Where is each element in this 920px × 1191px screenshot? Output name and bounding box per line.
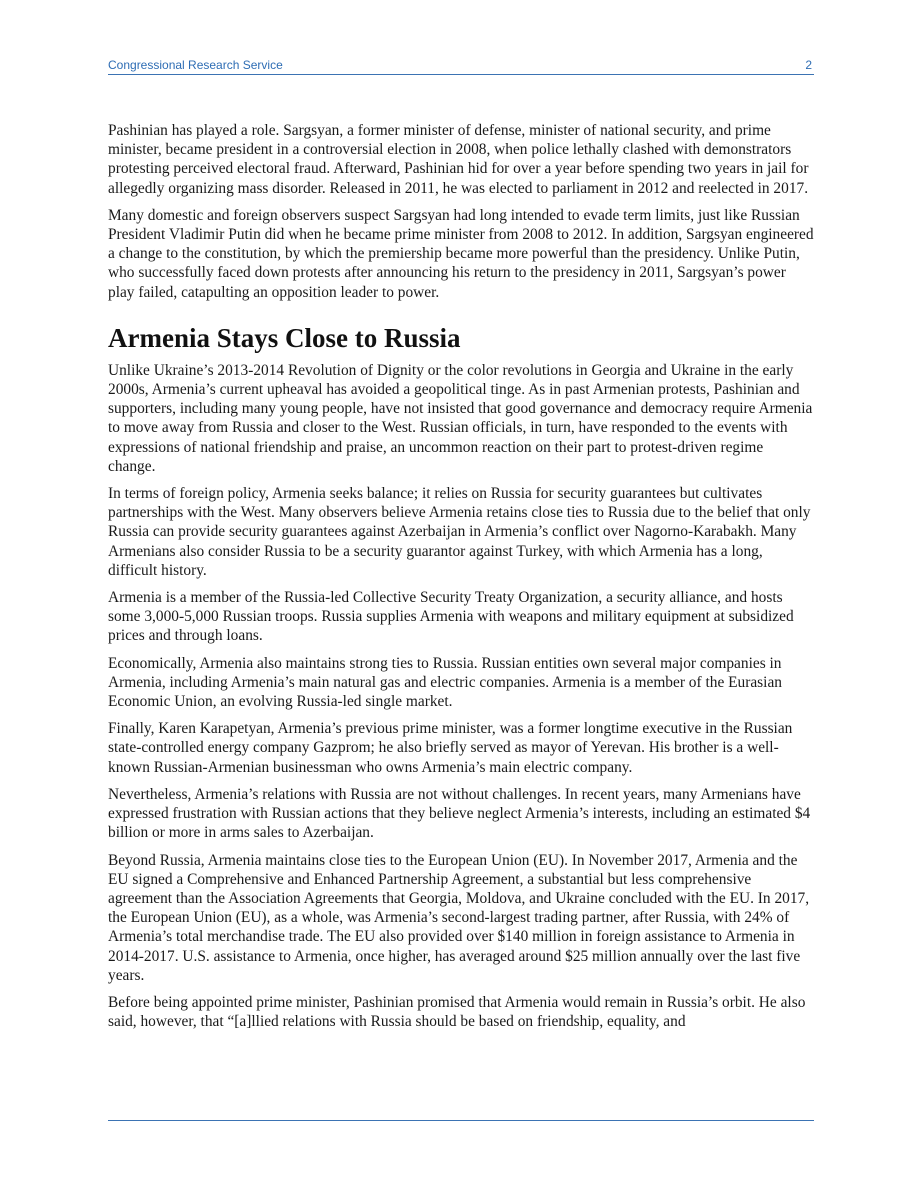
document-body (108, 121, 814, 1039)
paragraph: Beyond Russia, Armenia maintains close ties to the European Union (EU). In November 2017, Armenia and the EU signed a Comprehensive and Enhanced Partnership Agreement, a substantial but less comprehensive agreement than the Association Agreements that Georgia, Moldova, and Ukraine concluded with the EU. In 2017, the European Union (EU), as a whole, was Armenia’s second-largest trading partner, after Russia, with 24% of Armenia’s total merchandise trade. The EU also provided over $140 million in foreign assistance to Armenia in 2014-2017. U.S. assistance to Armenia, once higher, has averaged around $25 million annually over the last five years. (108, 851, 810, 984)
paragraph: Unlike Ukraine’s 2013-2014 Revolution of Dignity or the color revolutions in Georgia and Ukraine in the early 2000s, Armenia’s current upheaval has avoided a geopolitical tinge. As in past Armenian protests, Pashinian and supporters, including many young people, have not insisted that good governance and democracy require Armenia to move away from Russia and closer to the West. Russian officials, in turn, have responded to the events with expressions of national friendship and praise, an uncommon reaction on their part to protest-driven regime change. (108, 361, 813, 475)
paragraph: Finally, Karen Karapetyan, Armenia’s previous prime minister, was a former longtime executive in the Russian state-controlled energy company Gazprom; he also briefly served as mayor of Yerevan. His brother is a well-known Russian-Armenian businessman who owns Armenia’s main electric company. (108, 720, 793, 776)
footer-divider (108, 1120, 814, 1121)
paragraph: Many domestic and foreign observers suspect Sargsyan had long intended to evade term limits, just like Russian President Vladimir Putin did when he became prime minister from 2008 to 2012. In addition, Sargsyan engineered a change to the constitution, by which the premiership became more powerful than the presidency. Unlike Putin, who successfully faced down protests after announcing his return to the presidency in 2011, Sargsyan’s power play failed, catapulting an opposition leader to power. (108, 206, 814, 301)
paragraph: Armenia is a member of the Russia-led Collective Security Treaty Organization, a security alliance, and hosts some 3,000-5,000 Russian troops. Russia supplies Armenia with weapons and military equipment at subsidized prices and through loans. (108, 589, 794, 645)
section-heading: Armenia Stays Close to Russia (108, 322, 461, 353)
page-number: 2 (805, 58, 812, 72)
paragraph: In terms of foreign policy, Armenia seeks balance; it relies on Russia for security guarantees but cultivates partnerships with the West. Many observers believe Armenia retains close ties to Russia due to the belief that only Russia can provide security guarantees against Azerbaijan in Armenia’s conflict over Nagorno-Karabakh. Many Armenians also consider Russia to be a security guarantor against Turkey, with which Armenia has a long, difficult history. (108, 485, 811, 579)
header-org-name: Congressional Research Service (108, 58, 283, 72)
paragraph: Nevertheless, Armenia’s relations with Russia are not without challenges. In recent years, many Armenians have expressed frustration with Russian actions that they believe neglect Armenia’s interests, including an estimated $4 billion or more in arms sales to Azerbaijan. (108, 785, 811, 842)
paragraph: Pashinian has played a role. Sargsyan, a former minister of defense, minister of national security, and prime minister, became president in a controversial election in 2008, when police lethally clashed with demonstrators protesting perceived electoral fraud. Afterward, Pashinian hid for over a year before spending two years in jail for allegedly organizing mass disorder. Released in 2011, he was elected to parliament in 2012 and reelected in 2017. (108, 122, 809, 197)
paragraph: Economically, Armenia also maintains strong ties to Russia. Russian entities own several major companies in Armenia, including Armenia’s main natural gas and electric companies. Armenia is a member of the Eurasian Economic Union, an evolving Russia-led single market. (108, 654, 782, 711)
page-header (108, 58, 814, 75)
paragraph: Before being appointed prime minister, Pashinian promised that Armenia would remain in Russia’s orbit. He also said, however, that “[a]llied relations with Russia should be based on friendship, equality, and (108, 993, 806, 1031)
